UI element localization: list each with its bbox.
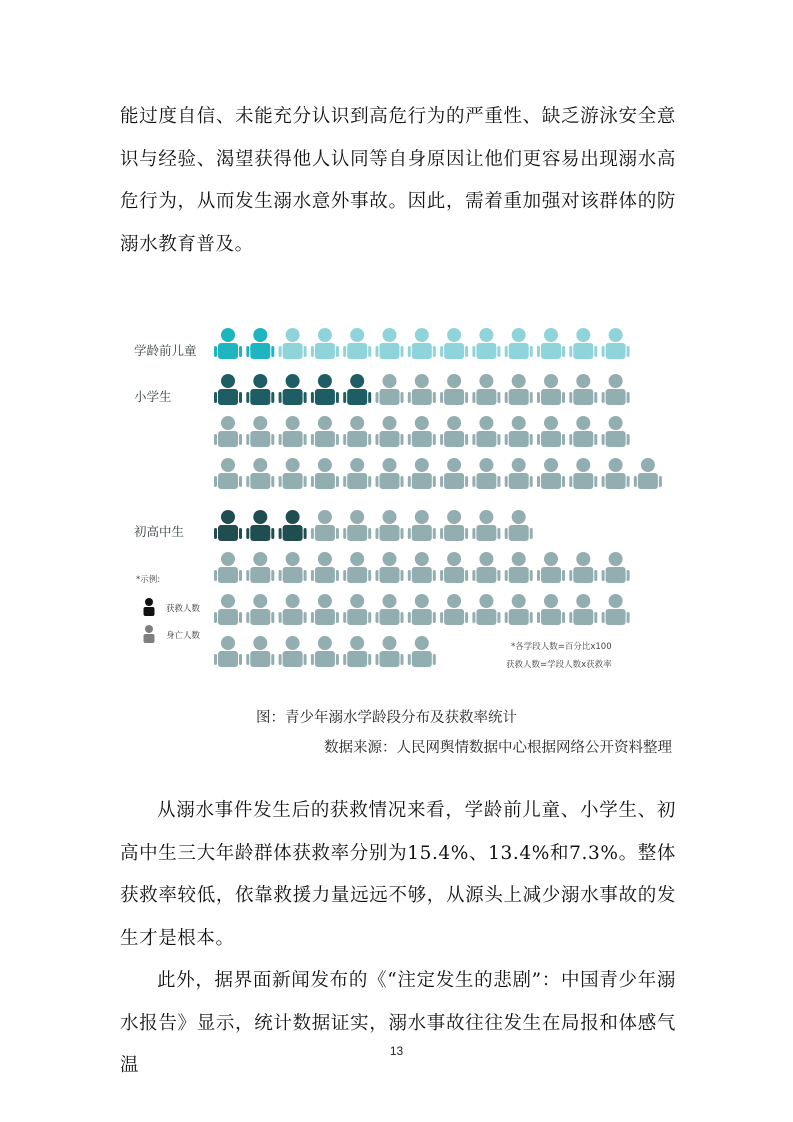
rescued-person-icon: [246, 328, 274, 359]
death-person-icon: [472, 416, 500, 447]
death-person-icon: [343, 416, 371, 447]
death-person-icon: [505, 328, 533, 359]
legend-death-label: 身亡人数: [166, 631, 201, 641]
death-person-icon: [343, 458, 371, 489]
legend-rescued-label: 获救人数: [166, 604, 201, 614]
death-person-icon: [246, 416, 274, 447]
death-person-icon: [408, 416, 436, 447]
death-person-icon: [408, 374, 436, 405]
figure-caption: 图：青少年溺水学龄段分布及获救率统计: [256, 710, 517, 726]
legend-rescued-person-icon: [144, 598, 155, 616]
death-person-icon: [440, 328, 468, 359]
death-person-icon: [343, 328, 371, 359]
figure-note-2: 获救人数=学段人数x获救率: [506, 660, 612, 670]
group-label-primary: 小学生: [134, 389, 172, 404]
death-person-icon: [343, 510, 371, 541]
death-person-icon: [569, 458, 597, 489]
death-person-icon: [440, 416, 468, 447]
body-paragraph-3: 此外，据界面新闻发布的《“注定发生的悲剧”：中国青少年溺水报告》显示，统计数据证实，溺水事故往往发生在局报和体感气温: [120, 970, 676, 1076]
body-paragraph-2: 从溺水事件发生后的获救情况来看，学龄前儿童、小学生、初高中生三大年龄群体获救率分别为15.4%、13.4%和7.3%。整体获救率较低，依靠救援力量远远不够，从源头上减少溺水事故的发生才是根本。: [120, 800, 676, 949]
group-label-preschool: 学龄前儿童: [134, 343, 197, 358]
death-person-icon: [311, 594, 339, 625]
rescued-person-icon: [246, 374, 274, 405]
death-person-icon: [537, 594, 565, 625]
death-person-icon: [246, 458, 274, 489]
death-person-icon: [602, 458, 630, 489]
death-person-icon: [472, 552, 500, 583]
death-person-icon: [537, 374, 565, 405]
rescued-person-icon: [279, 510, 307, 541]
death-person-icon: [408, 636, 436, 667]
death-person-icon: [634, 458, 662, 489]
death-person-icon: [279, 416, 307, 447]
death-person-icon: [537, 416, 565, 447]
rescued-person-icon: [214, 510, 242, 541]
death-person-icon: [408, 328, 436, 359]
death-person-icon: [569, 328, 597, 359]
death-person-icon: [602, 594, 630, 625]
death-person-icon: [440, 374, 468, 405]
death-person-icon: [311, 510, 339, 541]
death-person-icon: [569, 594, 597, 625]
death-person-icon: [569, 552, 597, 583]
death-person-icon: [602, 552, 630, 583]
death-person-icon: [376, 328, 404, 359]
death-person-icon: [311, 458, 339, 489]
death-person-icon: [408, 594, 436, 625]
death-person-icon: [505, 416, 533, 447]
death-person-icon: [602, 416, 630, 447]
death-person-icon: [376, 374, 404, 405]
death-person-icon: [408, 552, 436, 583]
death-person-icon: [440, 594, 468, 625]
death-person-icon: [505, 594, 533, 625]
death-person-icon: [505, 510, 533, 541]
rescued-person-icon: [214, 374, 242, 405]
death-person-icon: [279, 636, 307, 667]
death-person-icon: [505, 552, 533, 583]
death-person-icon: [376, 636, 404, 667]
death-person-icon: [505, 374, 533, 405]
rescued-person-icon: [279, 374, 307, 405]
death-person-icon: [569, 416, 597, 447]
death-person-icon: [408, 458, 436, 489]
death-person-icon: [343, 594, 371, 625]
death-person-icon: [279, 458, 307, 489]
death-person-icon: [376, 416, 404, 447]
death-person-icon: [472, 328, 500, 359]
death-person-icon: [376, 594, 404, 625]
death-person-icon: [602, 374, 630, 405]
death-person-icon: [311, 552, 339, 583]
death-person-icon: [343, 552, 371, 583]
death-person-icon: [343, 636, 371, 667]
death-person-icon: [376, 552, 404, 583]
death-person-icon: [505, 458, 533, 489]
group-label-middle-high: 初高中生: [134, 524, 185, 539]
body-paragraph-1: 能过度自信、未能充分认识到高危行为的严重性、缺乏游泳安全意识与经验、渴望获得他人认同等自身原因让他们更容易出现溺水高危行为，从而发生溺水意外事故。因此，需着重加强对该群体的防溺水教育普及。: [120, 106, 676, 255]
death-person-icon: [214, 636, 242, 667]
death-person-icon: [214, 552, 242, 583]
rescued-person-icon: [311, 374, 339, 405]
death-person-icon: [214, 416, 242, 447]
death-person-icon: [472, 374, 500, 405]
death-person-icon: [246, 636, 274, 667]
death-person-icon: [376, 458, 404, 489]
page-number: 13: [389, 1044, 404, 1058]
death-person-icon: [440, 458, 468, 489]
death-person-icon: [569, 374, 597, 405]
rescued-person-icon: [246, 510, 274, 541]
death-person-icon: [214, 594, 242, 625]
death-person-icon: [279, 594, 307, 625]
drowning-rescue-figure: [110, 315, 690, 685]
death-person-icon: [472, 458, 500, 489]
legend-title: *示例:: [136, 575, 161, 585]
death-person-icon: [311, 328, 339, 359]
death-person-icon: [246, 594, 274, 625]
death-person-icon: [408, 510, 436, 541]
figure-source: 数据来源：人民网舆情数据中心根据网络公开资料整理: [324, 740, 672, 756]
rescued-person-icon: [343, 374, 371, 405]
figure-note-1: *各学段人数=百分比x100: [511, 642, 612, 652]
death-person-icon: [472, 510, 500, 541]
death-person-icon: [537, 328, 565, 359]
legend-death-person-icon: [144, 625, 155, 643]
death-person-icon: [537, 552, 565, 583]
death-person-icon: [279, 552, 307, 583]
death-person-icon: [311, 636, 339, 667]
death-person-icon: [311, 416, 339, 447]
death-person-icon: [472, 594, 500, 625]
rescued-person-icon: [214, 328, 242, 359]
death-person-icon: [537, 458, 565, 489]
death-person-icon: [246, 552, 274, 583]
death-person-icon: [602, 328, 630, 359]
death-person-icon: [214, 458, 242, 489]
death-person-icon: [279, 328, 307, 359]
death-person-icon: [440, 552, 468, 583]
death-person-icon: [376, 510, 404, 541]
death-person-icon: [440, 510, 468, 541]
